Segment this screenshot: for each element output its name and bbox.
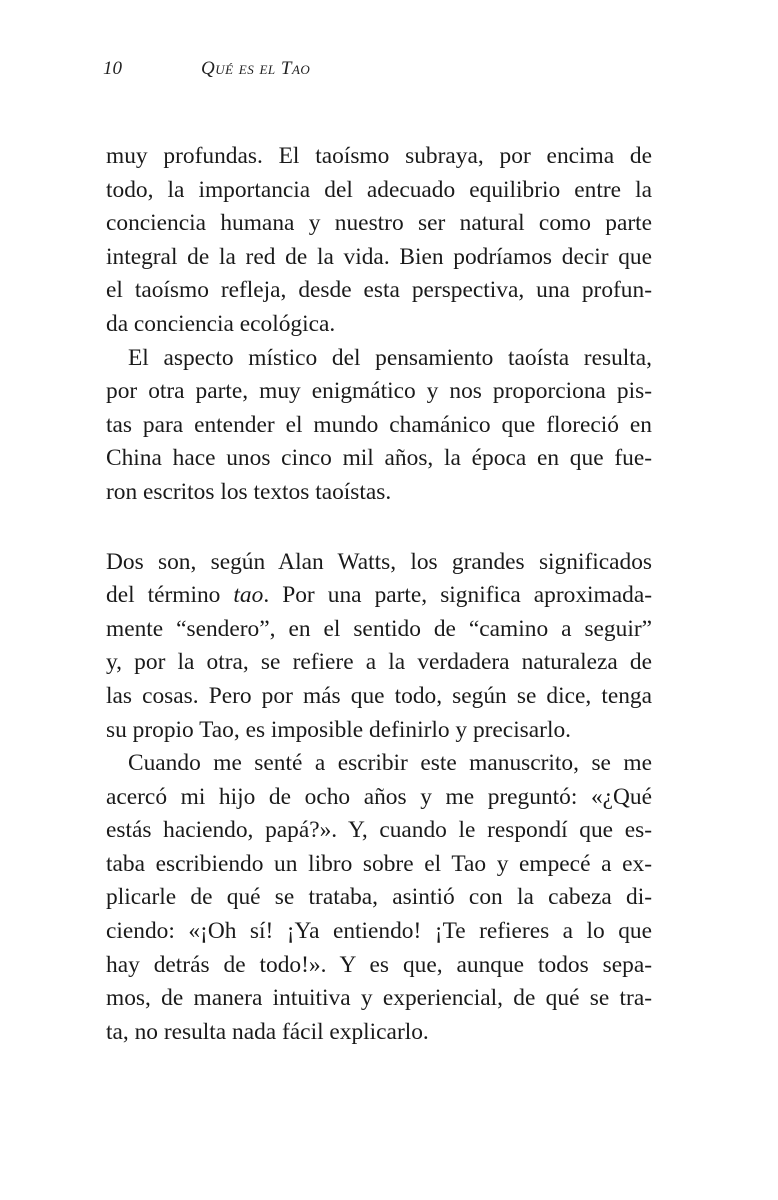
text-line: estás haciendo, papá?». Y, cuando le respondí que es- bbox=[106, 817, 652, 844]
text-line: mente “sendero”, en el sentido de “camino a seguir” bbox=[106, 615, 652, 642]
text-line: Dos son, según Alan Watts, los grandes significados bbox=[106, 548, 652, 575]
paragraph bbox=[106, 140, 652, 342]
text-line: el taoísmo refleja, desde esta perspectiva, una profun- bbox=[106, 277, 652, 304]
book-title: Qué es el Tao bbox=[201, 58, 311, 79]
text-line: ron escritos los textos taoístas. bbox=[106, 478, 392, 505]
text-line: por otra parte, muy enigmático y nos proporciona pis- bbox=[106, 378, 652, 405]
text-line: ta, no resulta nada fácil explicarlo. bbox=[106, 1018, 429, 1045]
text-line: del término tao. Por una parte, significa aproximada- bbox=[106, 582, 652, 609]
text-line: todo, la importancia del adecuado equilibrio entre la bbox=[106, 176, 652, 203]
text-line: conciencia humana y nuestro ser natural como parte bbox=[106, 210, 652, 237]
italic-term: tao bbox=[233, 582, 264, 609]
text-line: da conciencia ecológica. bbox=[106, 310, 336, 337]
text-line: plicarle de qué se trataba, asintió con la cabeza di- bbox=[106, 884, 652, 911]
text-line: Cuando me senté a escribir este manuscrito, se me bbox=[128, 750, 652, 777]
text-line: integral de la red de la vida. Bien podríamos decir que bbox=[106, 243, 652, 270]
body-text bbox=[106, 140, 652, 1049]
paragraph bbox=[106, 546, 652, 748]
text-line: tas para entender el mundo chamánico que floreció en bbox=[106, 411, 652, 438]
text-line: ciendo: «¡Oh sí! ¡Ya entiendo! ¡Te refieres a lo que bbox=[106, 918, 652, 945]
text-line: hay detrás de todo!». Y es que, aunque todos sepa- bbox=[106, 951, 652, 978]
running-head bbox=[103, 58, 663, 84]
page-number: 10 bbox=[103, 58, 122, 79]
text-line: acercó mi hijo de ocho años y me preguntó: «¿Qué bbox=[106, 783, 652, 810]
text-line: las cosas. Pero por más que todo, según se dice, tenga bbox=[106, 682, 652, 709]
text-line: China hace unos cinco mil años, la época en que fue- bbox=[106, 445, 652, 472]
paragraph bbox=[106, 342, 652, 510]
paragraph bbox=[106, 747, 652, 1049]
text-line: y, por la otra, se refiere a la verdadera naturaleza de bbox=[106, 649, 652, 676]
text-line: taba escribiendo un libro sobre el Tao y empecé a ex- bbox=[106, 850, 652, 877]
text-line: muy profundas. El taoísmo subraya, por encima de bbox=[106, 143, 652, 169]
text-line: El aspecto místico del pensamiento taoísta resulta, bbox=[128, 344, 652, 371]
text-line: su propio Tao, es imposible definirlo y precisarlo. bbox=[106, 716, 572, 743]
text-line: mos, de manera intuitiva y experiencial, de qué se tra- bbox=[106, 985, 652, 1012]
